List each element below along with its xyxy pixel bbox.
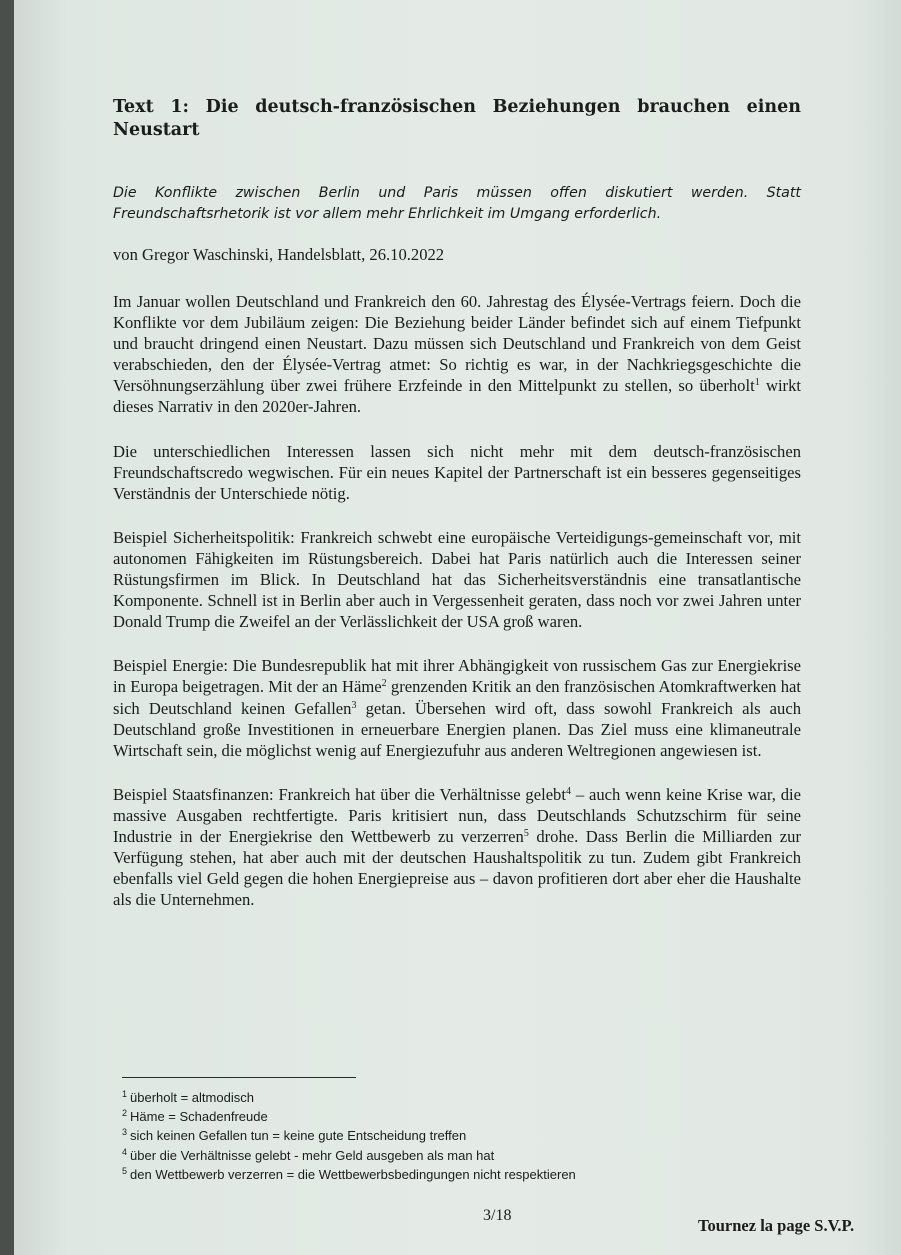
document-page [14, 0, 901, 1255]
paragraph-5-text-c: drohe. Dass Berlin die Milliarden zur Verfügung stehen, hat aber auch mit der deutschen Haushaltspolitik zu tun. Zudem gibt Frankreich ebenfalls viel Geld gegen die hohen Energiepreise aus – davon profitieren dort aber eher die Haushalte als die Unternehmen. [113, 826, 801, 910]
footnote-ref-1: 1 [754, 377, 760, 389]
footnote-1 [122, 1088, 762, 1107]
paragraph-4-text-a: Beispiel Energie: Die Bundesrepublik hat mit ihrer Abhängigkeit von russischem Gas zur Energiekrise in Europa beigetragen. Mit der an Häme [113, 656, 801, 697]
footnotes [122, 1077, 762, 1184]
paragraph-5-text-a: Beispiel Staatsfinanzen: Frankreich hat über die Verhältnisse gelebt [113, 784, 566, 804]
paragraph-4-text-b: grenzenden Kritik an den französischen Atomkraftwerken hat sich Deutschland keinen Gefallen [113, 677, 801, 718]
footnote-2 [122, 1107, 762, 1126]
footnote-ref-2: 2 [381, 678, 387, 690]
footnote-text: den Wettbewerb verzerren = die Wettbewerbsbedingungen nicht respektieren [130, 1166, 576, 1182]
paragraph-1-text-b: wirkt dieses Narrativ in den 2020er-Jahren. [113, 376, 801, 417]
article-body [113, 96, 801, 927]
footnote-ref-5: 5 [523, 827, 529, 839]
footnote-number: 1 [122, 1089, 128, 1099]
paragraph-5 [113, 784, 801, 911]
paragraph-1-text-a: Im Januar wollen Deutschland und Frankreich den 60. Jahrestag des Élysée-Vertrags feiern. Doch die Konflikte vor dem Jubiläum zeigen: Die Beziehung beider Länder befindet sich auf einem Tiefpunkt und braucht dringend einen Neustart. Dazu müssen sich Deutschland und Frankreich von dem Geist verabschieden, den der Élysée-Vertrag atmet: So richtig es war, in der Nachkriegsgeschichte die Versöhnungserzählung über zwei frühere Erzfeinde in den Mittelpunkt zu stellen, so überholt [113, 292, 801, 396]
footnote-4 [122, 1146, 762, 1165]
footnote-number: 5 [122, 1165, 128, 1176]
footnote-ref-3: 3 [351, 699, 357, 711]
footnote-ref-4: 4 [565, 785, 571, 797]
article-title: Text 1: Die deutsch-französischen Beziehungen brauchen einen Neustart [113, 97, 801, 140]
footnote-number: 3 [122, 1127, 128, 1138]
footnote-text: Häme = Schadenfreude [130, 1109, 268, 1125]
footnote-divider [122, 1077, 356, 1078]
paragraph-2: Die unterschiedlichen Interessen lassen sich nicht mehr mit dem deutsch-französischen Freundschaftscredo wegwischen. Für ein neues Kapitel der Partnerschaft ist ein besseres gegenseitiges Verständnis der Unterschiede nötig. [113, 441, 801, 503]
article-subtitle: Die Konflikte zwischen Berlin und Paris müssen offen diskutiert werden. Statt Freundschaftsrhetorik ist vor allem mehr Ehrlichkeit im Umgang erforderlich. [113, 185, 801, 222]
footnote-number: 2 [122, 1108, 128, 1119]
paragraph-3: Beispiel Sicherheitspolitik: Frankreich schwebt eine europäische Verteidigungs-gemeinschaft vor, mit autonomen Fähigkeiten im Rüstungsbereich. Dabei hat Paris natürlich auch die Interessen seiner Rüstungsfirmen im Blick. In Deutschland hat das Sicherheitsverständnis eine transatlantische Komponente. Schnell ist in Berlin aber auch in Vergessenheit geraten, dass noch vor zwei Jahren unter Donald Trump die Zweifel an der Verlässlichkeit der USA groß waren. [113, 527, 801, 632]
article-byline: von Gregor Waschinski, Handelsblatt, 26.10.2022 [113, 245, 445, 264]
paragraph-4-text-c: getan. Übersehen wird oft, dass sowohl Frankreich als auch Deutschland große Investitionen in erneuerbare Energien planen. Das Ziel muss eine klimaneutrale Wirtschaft sein, die möglichst wenig auf Energiezufuhr aus anderen Weltregionen angewiesen ist. [113, 698, 801, 760]
page-number: 3/18 [483, 1207, 512, 1224]
paragraph-1 [113, 291, 801, 418]
footnote-number: 4 [122, 1146, 128, 1157]
footnote-5 [122, 1165, 762, 1184]
footnote-3 [122, 1126, 762, 1145]
paragraph-4 [113, 655, 801, 760]
footnote-text: sich keinen Gefallen tun = keine gute Entscheidung treffen [130, 1128, 467, 1144]
paragraph-5-text-b: – auch wenn keine Krise war, die massive Ausgaben rechtfertigte. Paris kritisiert nun, dass Deutschlands Schutzschirm für seine Industrie in der Energiekrise den Wettbewerb zu verzerren [113, 784, 801, 846]
footnote-text: überholt = altmodisch [130, 1090, 254, 1105]
turn-page-note: Tournez la page S.V.P. [698, 1216, 855, 1235]
footnote-text: über die Verhältnisse gelebt - mehr Geld ausgeben als man hat [130, 1147, 495, 1163]
